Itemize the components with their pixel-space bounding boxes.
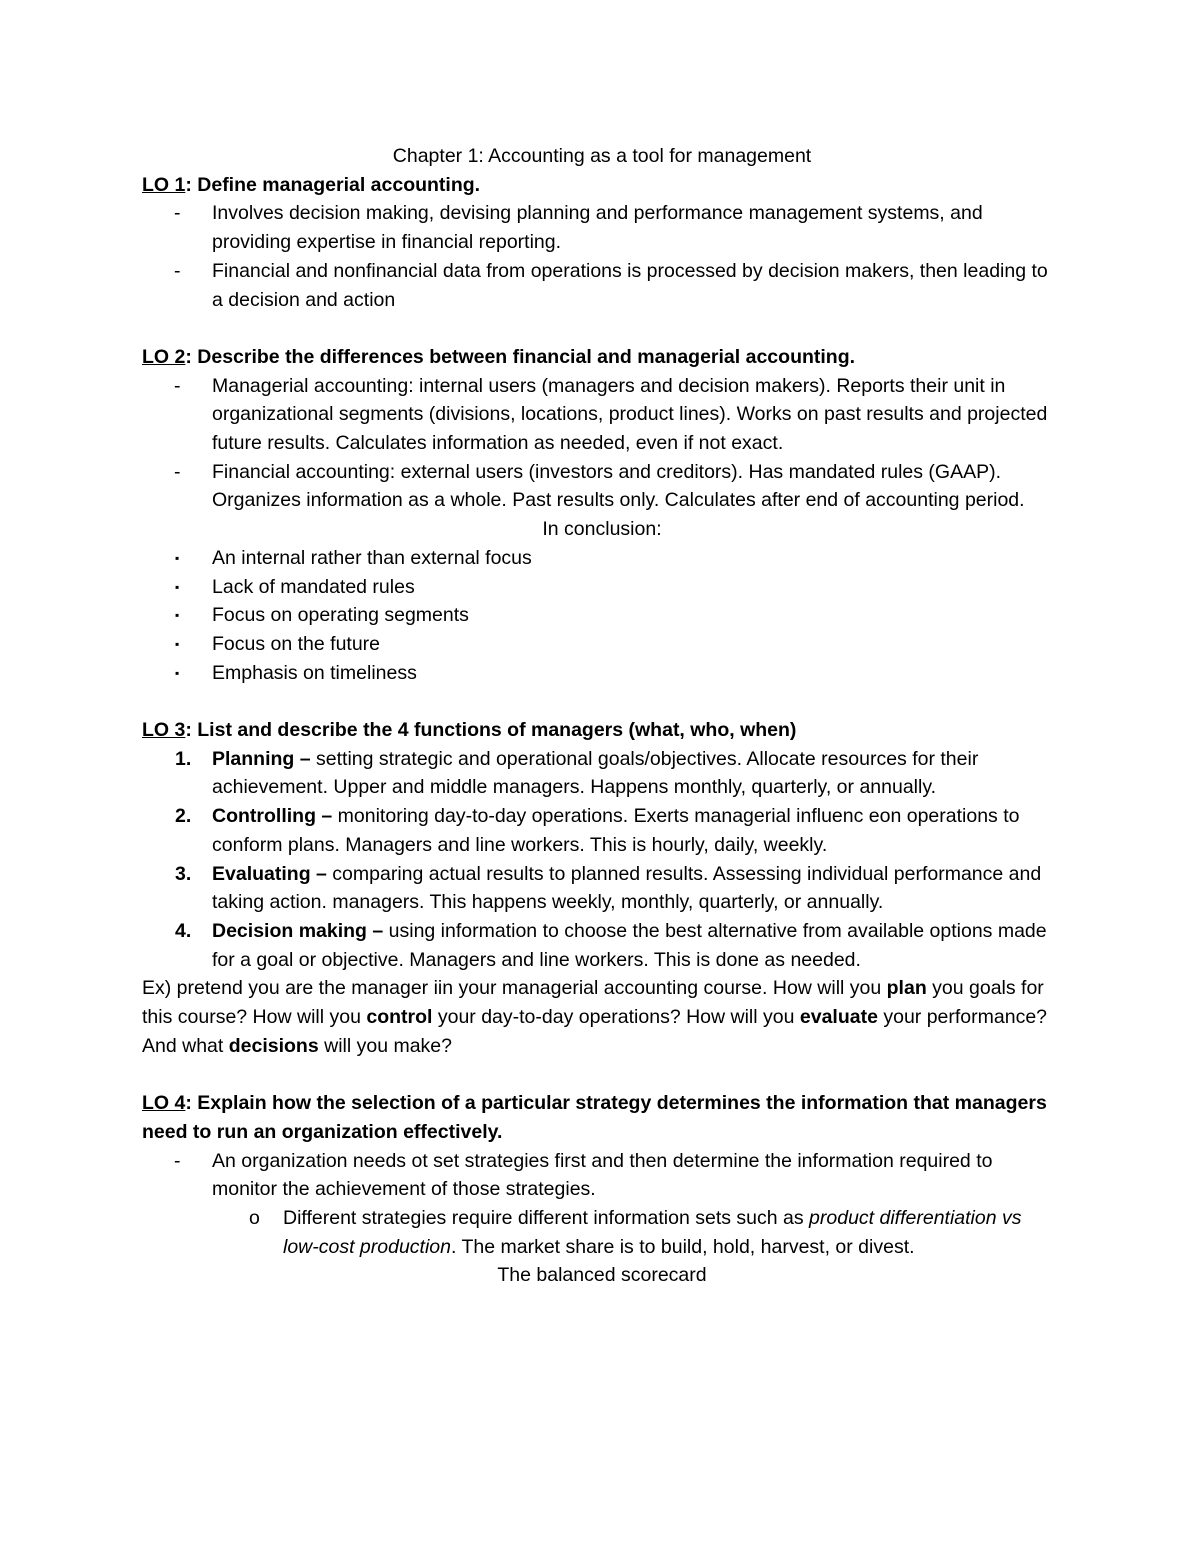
circle-bullet-icon: o — [249, 1206, 260, 1229]
lo3-heading — [142, 716, 1062, 745]
function-name: Controlling – — [212, 805, 333, 828]
lo3-heading-text: List and describe the 4 functions of managers (what, who, when) — [197, 719, 797, 742]
conclusion-label: In conclusion: — [542, 518, 662, 541]
spacer — [142, 314, 1062, 343]
example-text: Ex) pretend you are the manager iin your managerial accounting course. How will you — [142, 977, 887, 1000]
lo1-label: LO 1 — [142, 173, 186, 196]
conclusion-text: An internal rather than external focus — [212, 546, 532, 569]
lo4-label: LO 4 — [142, 1092, 186, 1115]
function-item — [142, 745, 1062, 802]
function-text: monitoring day-to-day operations. Exerts managerial influenc eon operations to conform plans. Managers and line workers. This is hourly, daily, weekly. — [212, 805, 1020, 856]
dash-bullet: - — [174, 460, 181, 483]
lo1-item — [142, 257, 1062, 314]
function-name: Decision making – — [212, 919, 384, 942]
lo1-heading — [142, 171, 1062, 200]
lo1-item-text: Financial and nonfinancial data from operations is processed by decision makers, then leading to a decision and action — [212, 259, 1048, 311]
lo2-colon: : — [185, 345, 198, 368]
document-body — [142, 142, 1062, 1290]
lo4-heading — [142, 1089, 1062, 1146]
dash-bullet: - — [174, 202, 181, 225]
square-bullet-icon: ▪ — [175, 636, 180, 651]
function-item — [142, 917, 1062, 974]
lo1-colon: : — [185, 173, 198, 196]
page-title: Chapter 1: Accounting as a tool for management — [392, 145, 812, 167]
lo4-colon: : — [185, 1092, 198, 1115]
example-text: your performance? And what — [142, 1006, 1048, 1057]
lo3-colon: : — [185, 719, 198, 742]
lo1-item — [142, 199, 1062, 256]
closing-heading: The balanced scorecard — [497, 1264, 707, 1287]
conclusion-text: Focus on the future — [212, 632, 381, 655]
lo2-label: LO 2 — [142, 345, 186, 368]
square-bullet-icon: ▪ — [175, 665, 180, 680]
lo4-subitem — [142, 1204, 1062, 1261]
square-bullet-icon: ▪ — [175, 608, 180, 623]
dash-bullet: - — [174, 374, 181, 397]
lo4-heading-text: Explain how the selection of a particular strategy determines the information that managers need to run an organization effectively. — [142, 1092, 1047, 1143]
example-paragraph — [142, 974, 1062, 1060]
conclusion-item — [142, 544, 1062, 573]
spacer — [142, 687, 1062, 716]
lo2-item — [142, 372, 1062, 458]
lo4-item — [142, 1147, 1062, 1204]
conclusion-text: Focus on operating segments — [212, 604, 469, 627]
lo1-item-text: Involves decision making, devising planning and performance management systems, and providing expertise in financial reporting. — [212, 202, 983, 254]
lo2-item-text: Financial accounting: external users (investors and creditors). Has mandated rules (GAAP). Organizes information as a whole. Past results only. Calculates after end of accounting period. — [212, 460, 1025, 512]
lo2-heading-text: Describe the differences between financial and managerial accounting. — [197, 345, 856, 368]
example-keyword: control — [366, 1006, 433, 1029]
example-text: your day-to-day operations? How will you — [432, 1006, 800, 1029]
function-name: Planning – — [212, 747, 311, 770]
item-number: 1. — [175, 747, 192, 770]
function-text: setting strategic and operational goals/objectives. Allocate resources for their achievement. Upper and middle managers. Happens monthly, quarterly, or annually. — [212, 747, 979, 799]
dash-bullet: - — [174, 1149, 181, 1172]
conclusion-item — [142, 659, 1062, 688]
dash-bullet: - — [174, 259, 181, 282]
subitem-text: Different strategies require different information sets such as — [283, 1206, 810, 1229]
conclusion-text: Emphasis on timeliness — [212, 661, 417, 684]
item-number: 4. — [175, 919, 192, 942]
lo4-item-text: An organization needs ot set strategies first and then determine the information required to monitor the achievement of those strategies. — [212, 1149, 993, 1201]
example-text: you goals for this course? How will you — [142, 977, 1044, 1029]
function-item — [142, 802, 1062, 859]
conclusion-text: Lack of mandated rules — [212, 575, 415, 598]
item-number: 3. — [175, 862, 192, 885]
spacer — [142, 1060, 1062, 1089]
item-number: 2. — [175, 805, 192, 828]
conclusion-item — [142, 630, 1062, 659]
function-item — [142, 860, 1062, 917]
subitem-italic: product differentiation vs low-cost production — [283, 1206, 1022, 1258]
example-keyword: decisions — [228, 1034, 319, 1057]
lo3-label: LO 3 — [142, 719, 186, 742]
conclusion-item — [142, 573, 1062, 602]
function-text: using information to choose the best alternative from available options made for a goal or objective. Managers and line workers. This is done as needed. — [212, 919, 1047, 971]
function-name: Evaluating – — [212, 862, 327, 885]
square-bullet-icon: ▪ — [175, 579, 180, 594]
subitem-text: . The market share is to build, hold, harvest, or divest. — [451, 1235, 915, 1258]
square-bullet-icon: ▪ — [175, 550, 180, 565]
lo1-heading-text: Define managerial accounting. — [197, 173, 481, 196]
conclusion-item — [142, 601, 1062, 630]
example-keyword: plan — [886, 977, 927, 1000]
lo2-item — [142, 458, 1062, 515]
example-text: will you make? — [318, 1034, 452, 1057]
function-text: comparing actual results to planned results. Assessing individual performance and taking action. managers. This happens weekly, monthly, quarterly, or annually. — [212, 862, 1042, 914]
lo2-item-text: Managerial accounting: internal users (managers and decision makers). Reports their unit in organizational segments (divisions, locations, product lines). Works on past results and projected future results. Calculates information as needed, even if not exact. — [212, 374, 1048, 455]
example-keyword: evaluate — [799, 1006, 878, 1029]
lo2-heading — [142, 343, 1062, 372]
